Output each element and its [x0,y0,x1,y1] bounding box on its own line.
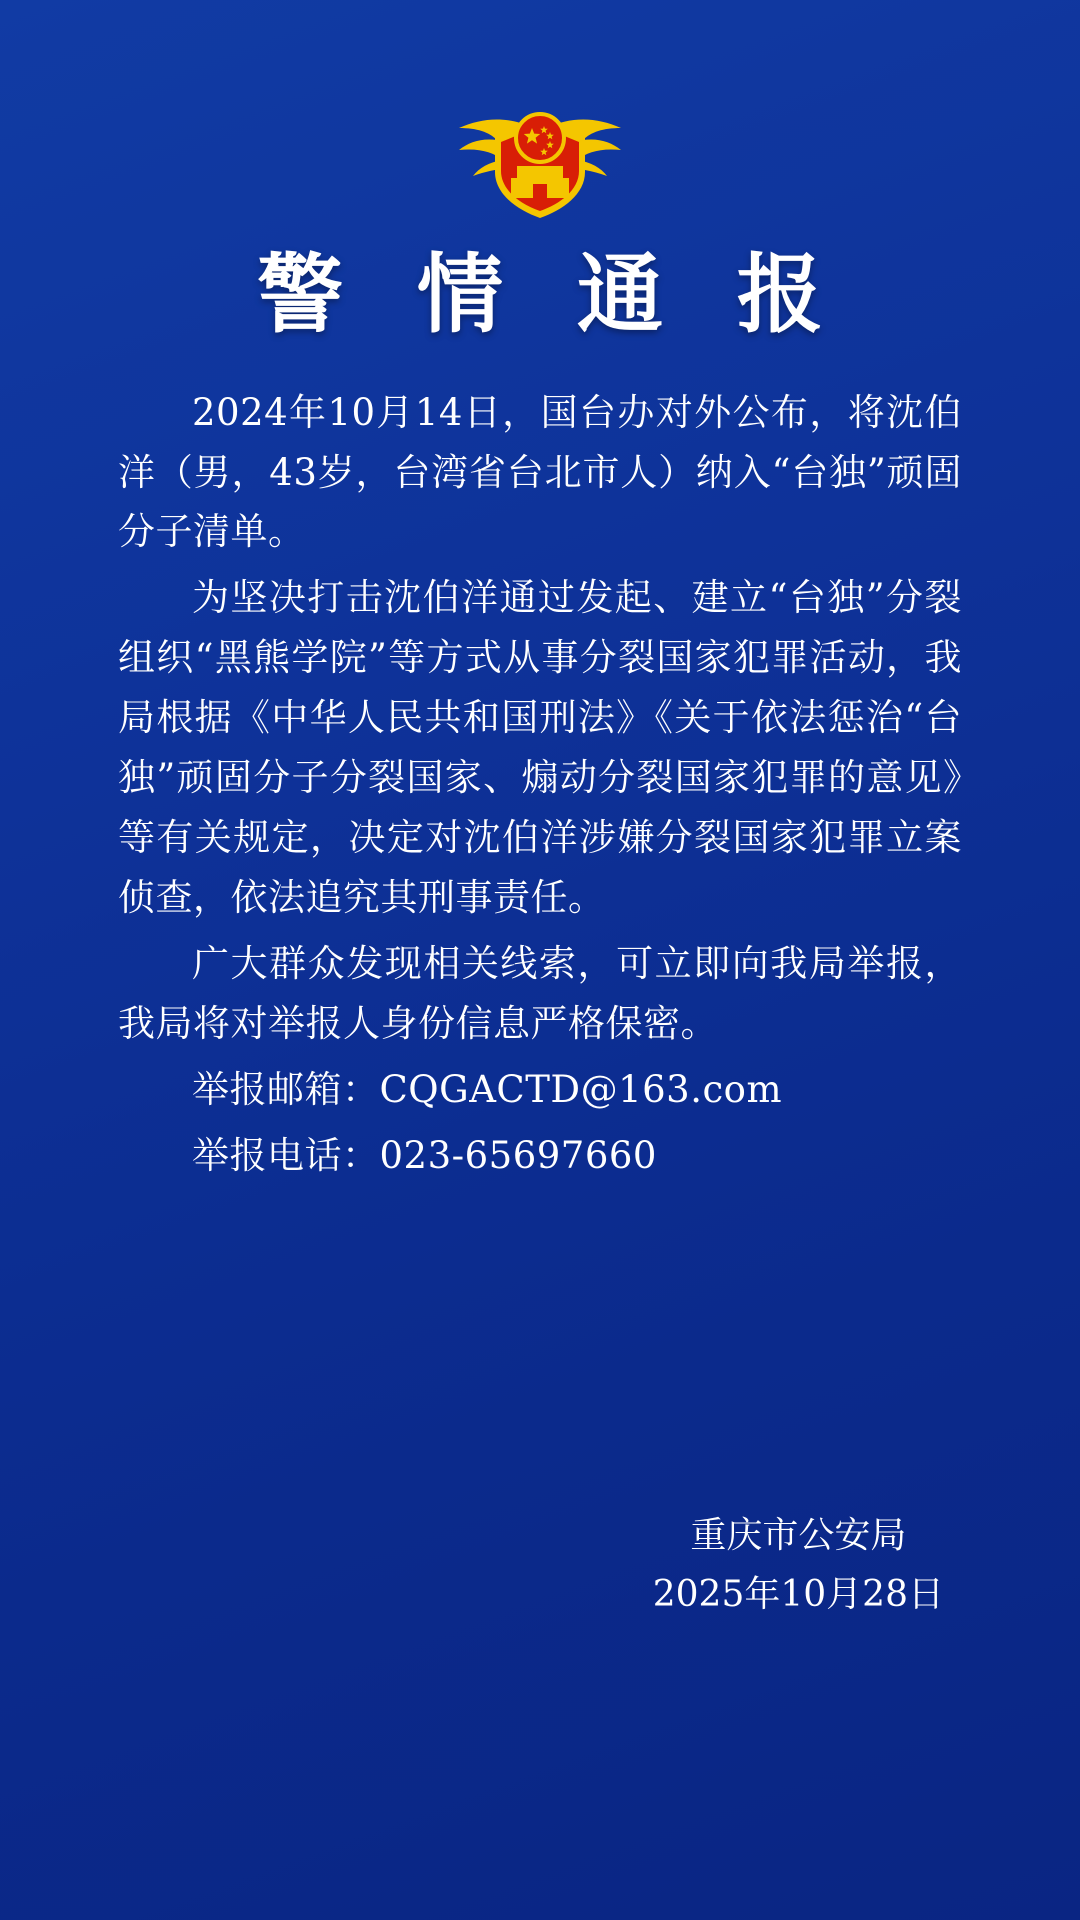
issuer-name: 重庆市公安局 [690,1515,907,1557]
paragraph-3: 广大群众发现相关线索，可立即向我局举报，我局将对举报人身份信息严格保密。 [118,942,962,1045]
china-police-emblem-icon [445,66,635,226]
paragraph-2: 为坚决打击沈伯洋通过发起、建立“台独”分裂组织“黑熊学院”等方式从事分裂国家犯罪活动，我局根据《中华人民共和国刑法》《关于依法惩治“台独”顽固分子分裂国家、煽动分裂国家犯罪的意见》等有关规定，决定对沈伯洋涉嫌分裂国家犯罪立案侦查，依法追究其刑事责任。 [118,576,962,920]
signature-block [653,1507,944,1624]
paragraph-1: 2024年10月14日，国台办对外公布，将沈伯洋（男，43岁，台湾省台北市人）纳入“台独”顽固分子清单。 [118,390,962,554]
notice-body [118,383,962,1186]
report-email: 举报邮箱：CQGACTD@163.com [192,1067,783,1111]
contact-block [118,1060,962,1186]
page-title: 警 情 通 报 [257,244,845,345]
issue-date: 2025年10月28日 [652,1573,944,1615]
emblem-container [118,0,962,226]
report-phone: 举报电话：023-65697660 [192,1133,657,1177]
